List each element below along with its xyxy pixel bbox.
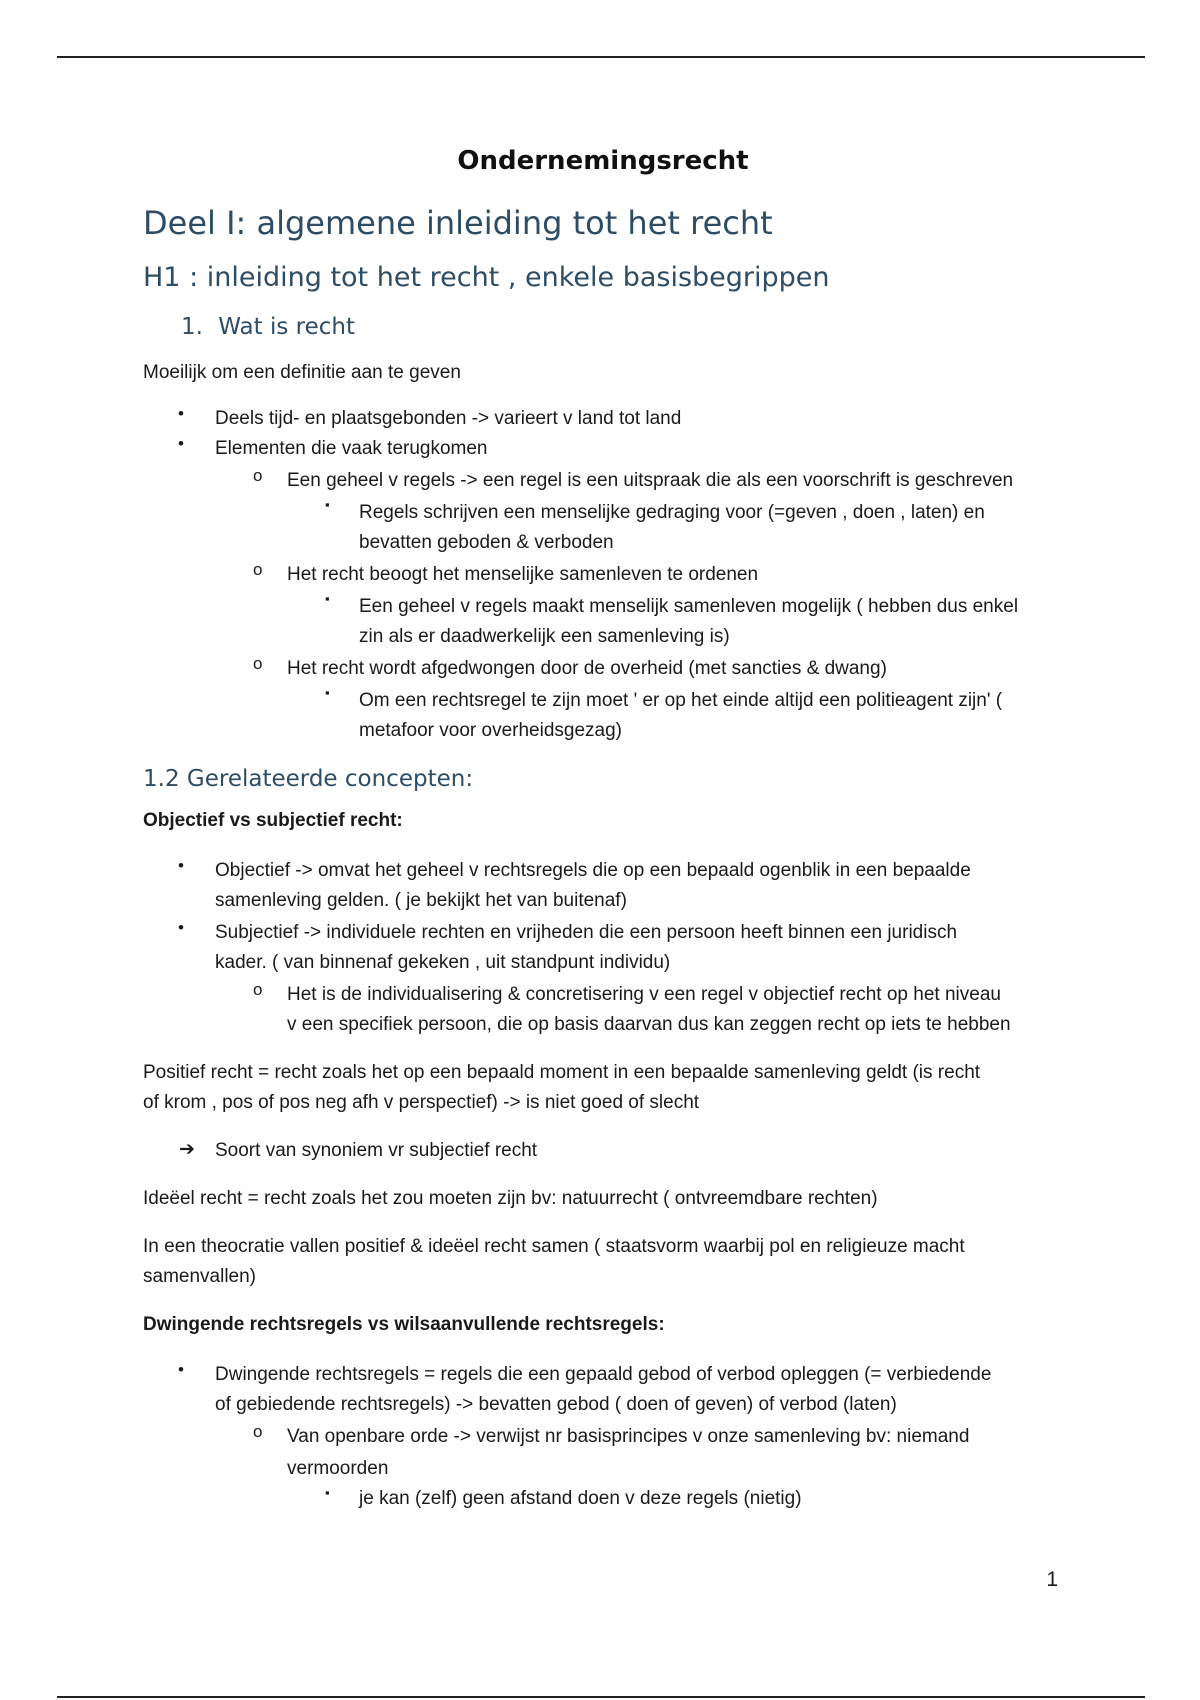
bullet-marker: • [178, 404, 184, 423]
arrow-item: Soort van synoniem vr subjectief recht [215, 1140, 538, 1161]
list-item-continued: bevatten geboden & verboden [359, 532, 614, 553]
circle-marker: o [253, 980, 263, 999]
header-rule [57, 56, 1145, 58]
list-item-continued: v een specifiek persoon, die op basis daarvan dus kan zeggen recht op iets te hebben [287, 1014, 1011, 1035]
paragraph: Moeilijk om een definitie aan te geven [143, 362, 461, 383]
chapter-heading: H1 : inleiding tot het recht , enkele basisbegrippen [143, 262, 830, 293]
list-item: Objectief -> omvat het geheel v rechtsregels die op een bepaald ogenblik in een bepaalde [215, 860, 971, 881]
bullet-marker: • [178, 918, 184, 937]
circle-marker: o [253, 560, 263, 579]
section-heading-1 [181, 314, 355, 340]
list-item: Elementen die vaak terugkomen [215, 438, 488, 459]
footer-rule [57, 1696, 1145, 1698]
arrow-icon: ➔ [179, 1139, 195, 1160]
circle-marker: o [253, 466, 263, 485]
list-item: Het recht wordt afgedwongen door de overheid (met sancties & dwang) [287, 658, 887, 679]
list-item: Het is de individualisering & concretisering v een regel v objectief recht op het niveau [287, 984, 1001, 1005]
subheading: Dwingende rechtsregels vs wilsaanvullende rechtsregels: [143, 1314, 665, 1335]
list-item: Een geheel v regels maakt menselijk samenleven mogelijk ( hebben dus enkel [359, 596, 1019, 617]
square-marker: ▪ [325, 685, 330, 700]
list-item-continued: vermoorden [287, 1458, 389, 1479]
document-title: Ondernemingsrecht [457, 146, 749, 176]
list-item-continued: zin als er daadwerkelijk een samenleving is) [359, 626, 730, 647]
square-marker: ▪ [325, 591, 330, 606]
list-item: Dwingende rechtsregels = regels die een gepaald gebod of verbod opleggen (= verbiedende [215, 1364, 992, 1385]
bullet-marker: • [178, 856, 184, 875]
section-title: Wat is recht [218, 314, 355, 340]
subheading: Objectief vs subjectief recht: [143, 810, 403, 831]
list-item: Van openbare orde -> verwijst nr basisprincipes v onze samenleving bv: niemand [287, 1426, 970, 1447]
page-number: 1 [1046, 1568, 1058, 1591]
list-item-continued: kader. ( van binnenaf gekeken , uit standpunt individu) [215, 952, 671, 973]
list-item: Subjectief -> individuele rechten en vrijheden die een persoon heeft binnen een juridisch [215, 922, 958, 943]
list-item: je kan (zelf) geen afstand doen v deze regels (nietig) [359, 1488, 802, 1509]
part-heading: Deel I: algemene inleiding tot het recht [143, 204, 773, 242]
paragraph-continued: samenvallen) [143, 1266, 256, 1287]
list-item: Om een rechtsregel te zijn moet ' er op het einde altijd een politieagent zijn' ( [359, 690, 1003, 711]
circle-marker: o [253, 1422, 263, 1441]
square-marker: ▪ [325, 1485, 330, 1500]
circle-marker: o [253, 654, 263, 673]
list-item-continued: of gebiedende rechtsregels) -> bevatten gebod ( doen of geven) of verbod (laten) [215, 1394, 897, 1415]
bullet-marker: • [178, 434, 184, 453]
section-heading-2: 1.2 Gerelateerde concepten: [143, 766, 474, 792]
paragraph: Ideëel recht = recht zoals het zou moeten zijn bv: natuurrecht ( ontvreemdbare rechten) [143, 1188, 878, 1209]
paragraph: In een theocratie vallen positief & ideëel recht samen ( staatsvorm waarbij pol en religieuze macht [143, 1236, 965, 1257]
paragraph: Positief recht = recht zoals het op een bepaald moment in een bepaalde samenleving geldt (is recht [143, 1062, 981, 1083]
list-item: Het recht beoogt het menselijke samenleven te ordenen [287, 564, 759, 585]
list-item: Regels schrijven een menselijke gedraging voor (=geven , doen , laten) en [359, 502, 985, 523]
square-marker: ▪ [325, 497, 330, 512]
list-item-continued: metafoor voor overheidsgezag) [359, 720, 622, 741]
bullet-marker: • [178, 1360, 184, 1379]
paragraph-continued: of krom , pos of pos neg afh v perspectief) -> is niet goed of slecht [143, 1092, 700, 1113]
list-item: Deels tijd- en plaatsgebonden -> varieert v land tot land [215, 408, 682, 429]
list-item: Een geheel v regels -> een regel is een uitspraak die als een voorschrift is geschreven [287, 470, 1014, 491]
list-item-continued: samenleving gelden. ( je bekijkt het van buitenaf) [215, 890, 627, 911]
section-number: 1. [181, 314, 203, 340]
